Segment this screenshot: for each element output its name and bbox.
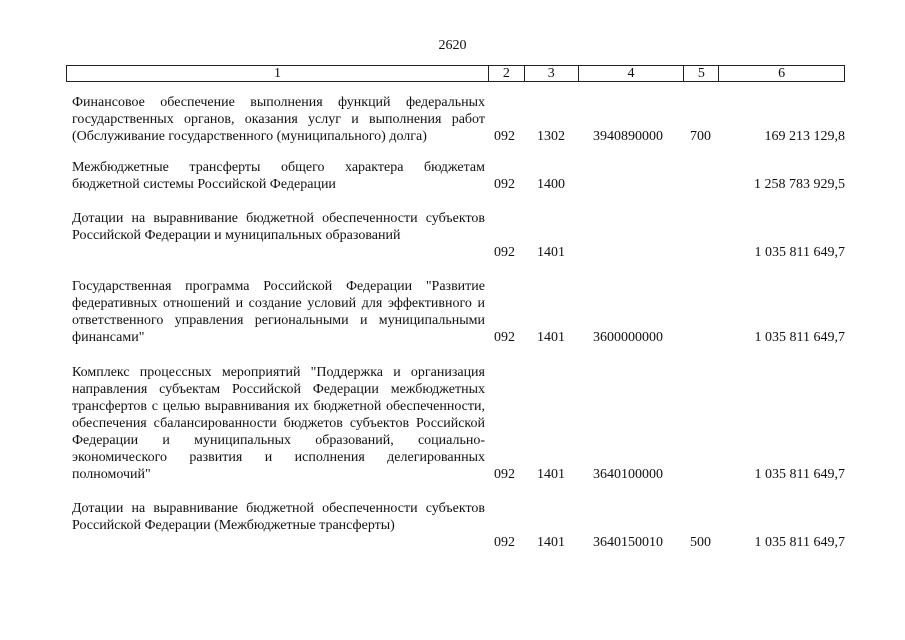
row-col-3: 1401 <box>537 467 565 482</box>
row-col-2: 092 <box>494 129 515 144</box>
row-description: Дотации на выравнивание бюджетной обеспеченности субъектов Российской Федерации (Межбюджетные трансферты) <box>72 501 485 533</box>
header-col-1: 1 <box>67 66 489 81</box>
row-description: Государственная программа Российской Федерации "Развитие федеративных отношений и создание условий для эффективного и ответственного управления региональными и муниципальными финансами" <box>72 279 485 345</box>
header-col-6: 6 <box>778 66 786 81</box>
row-col-3: 1401 <box>537 330 565 345</box>
row-col-3: 1401 <box>537 535 565 550</box>
row-col-2: 092 <box>494 177 515 192</box>
row-col-4: 3600000000 <box>593 330 663 345</box>
row-col-2: 092 <box>494 330 515 345</box>
row-col-6: 169 213 129,8 <box>764 129 845 144</box>
page-number: 2620 <box>438 38 467 53</box>
row-col-4: 3640100000 <box>593 467 663 482</box>
row-col-4: 3640150010 <box>593 535 663 550</box>
row-col-6: 1 035 811 649,7 <box>754 245 845 260</box>
row-col-2: 092 <box>494 535 515 550</box>
row-col-5: 700 <box>690 129 711 144</box>
row-description: Комплекс процессных мероприятий "Поддержка и организация направления субъектам Российской Федерации межбюджетных трансфертов с целью выравнивания их бюджетной обеспеченности, обеспечения сбалансированности бюджетов субъектов Российской Федерации и муниципальных образований, социально-экономического развития и исполнения делегированных полномочий" <box>72 365 485 482</box>
row-col-3: 1400 <box>537 177 565 192</box>
row-col-4: 3940890000 <box>593 129 663 144</box>
row-col-6: 1 035 811 649,7 <box>754 467 845 482</box>
row-col-6: 1 258 783 929,5 <box>754 177 845 192</box>
header-col-3: 3 <box>525 66 579 81</box>
row-description: Дотации на выравнивание бюджетной обеспеченности субъектов Российской Федерации и муниципальных образований <box>72 211 485 243</box>
row-col-3: 1302 <box>537 129 565 144</box>
header-col-5: 5 <box>684 66 719 81</box>
row-col-2: 092 <box>494 467 515 482</box>
header-col-4: 4 <box>579 66 685 81</box>
row-description: Финансовое обеспечение выполнения функций федеральных государственных органов, оказания услуг и выполнения работ (Обслуживание государственного (муниципального) долга) <box>72 95 485 144</box>
row-col-6: 1 035 811 649,7 <box>754 330 845 345</box>
row-col-6: 1 035 811 649,7 <box>754 535 845 550</box>
header-col-2: 2 <box>489 66 525 81</box>
row-col-3: 1401 <box>537 245 565 260</box>
row-col-2: 092 <box>494 245 515 260</box>
row-description: Межбюджетные трансферты общего характера бюджетам бюджетной системы Российской Федерации <box>72 160 485 192</box>
row-col-5: 500 <box>690 535 711 550</box>
